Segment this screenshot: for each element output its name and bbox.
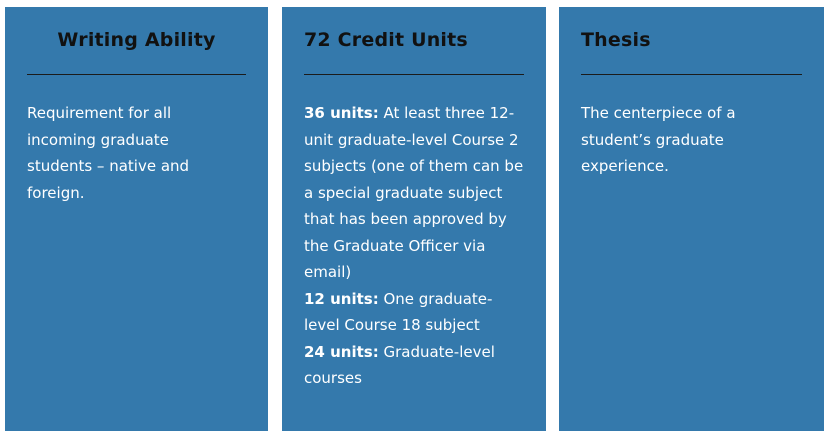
card-description-text: The centerpiece of a student’s graduate experience.	[581, 104, 736, 175]
units-description: At least three 12-unit graduate-level Course 2 subjects (one of them can be a special graduate subject that has been approved by the Graduate Officer via email)	[304, 104, 524, 281]
card-title: Writing Ability	[57, 29, 216, 51]
units-description: One graduate-level Course 18 subject	[304, 289, 493, 334]
card-description	[581, 100, 781, 180]
requirement-item	[304, 286, 526, 339]
card-description	[27, 100, 191, 206]
card-divider	[581, 74, 802, 75]
requirement-item	[304, 100, 526, 286]
units-label: 36 units:	[304, 104, 379, 122]
card-title: 72 Credit Units	[304, 29, 468, 51]
writing-ability-card	[5, 7, 268, 431]
thesis-card	[559, 7, 824, 431]
card-title: Thesis	[581, 29, 651, 51]
units-label: 24 units:	[304, 342, 379, 361]
credit-units-card	[282, 7, 546, 431]
card-divider	[27, 74, 246, 75]
card-description	[304, 100, 526, 392]
requirement-item	[304, 339, 526, 392]
card-description-text: Requirement for all incoming graduate students – native and foreign.	[27, 104, 190, 202]
units-description: Graduate-level courses	[304, 342, 495, 387]
units-label: 12 units:	[304, 289, 379, 308]
card-divider	[304, 74, 524, 75]
